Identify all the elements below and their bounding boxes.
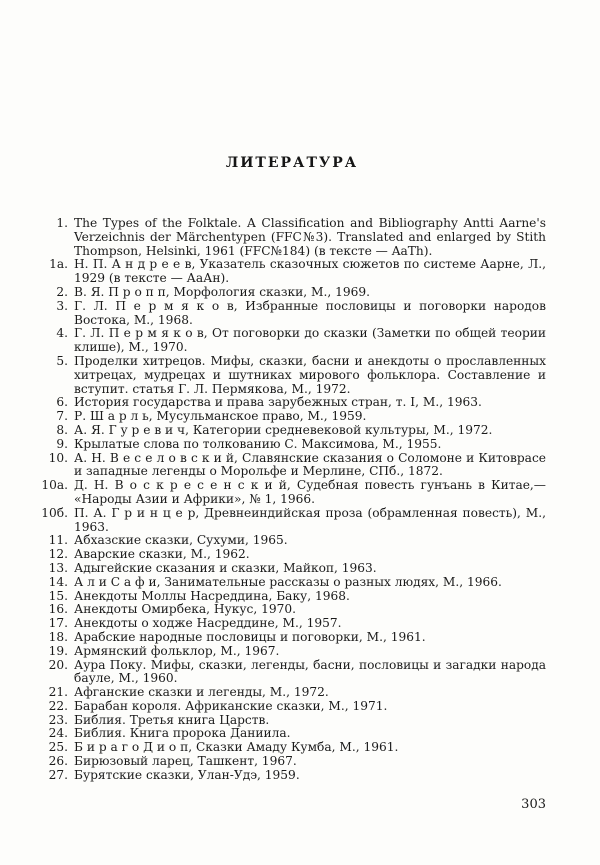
entry-number: 10б. xyxy=(41,505,68,520)
entry-number: 1. xyxy=(56,216,68,230)
entry-number: 16. xyxy=(48,602,68,617)
entry-text: Бирюзовый ларец, Ташкент, 1967. xyxy=(74,754,297,769)
entry-text: История государства и права зарубежных стран, т. I, М., 1963. xyxy=(74,395,482,410)
bibliography-list xyxy=(38,217,546,783)
bibliography-entry xyxy=(38,686,546,700)
bibliography-entry xyxy=(38,217,546,258)
entry-number: 24. xyxy=(48,726,68,741)
bibliography-entry xyxy=(38,562,546,576)
bibliography-entry xyxy=(38,300,546,328)
bibliography-entry xyxy=(38,645,546,659)
bibliography-entry xyxy=(38,548,546,562)
entry-number: 7. xyxy=(56,409,68,424)
entry-number: 6. xyxy=(56,395,68,410)
entry-number: 20. xyxy=(48,657,68,672)
entry-text: Крылатые слова по толкованию С. Максимова, М., 1955. xyxy=(74,436,442,451)
entry-number: 17. xyxy=(48,616,68,631)
entry-text: А. Н. В е с е л о в с к и й, Славянские сказания о Соломоне и Китоврасе и западные легенды о Морольфе и Мерлине, СПб., 1872. xyxy=(74,450,546,479)
entry-number: 19. xyxy=(48,643,68,658)
entry-text: А л и С а ф и, Занимательные рассказы о разных людях, М., 1966. xyxy=(74,574,502,589)
bibliography-entry xyxy=(38,755,546,769)
entry-text: Библия. Третья книга Царств. xyxy=(74,712,270,727)
entry-number: 5. xyxy=(56,353,68,368)
bibliography-entry xyxy=(38,479,546,507)
bibliography-entry xyxy=(38,769,546,783)
entry-number: 9. xyxy=(56,436,68,451)
entry-text: Анекдоты Омирбека, Нукус, 1970. xyxy=(74,602,296,617)
entry-number: 10. xyxy=(48,450,68,465)
entry-text: Анекдоты о ходже Насреддине, М., 1957. xyxy=(74,616,342,631)
entry-number: 23. xyxy=(48,712,68,727)
entry-number: 4. xyxy=(56,326,68,341)
entry-text: Аура Поку. Мифы, сказки, легенды, басни, пословицы и загадки народа бауле, М., 1960. xyxy=(74,657,546,686)
bibliography-entry xyxy=(38,617,546,631)
entry-number: 2. xyxy=(56,284,68,299)
page-title: ЛИТЕРАТУРА xyxy=(225,155,359,171)
entry-text: Библия. Книга пророка Даниила. xyxy=(74,726,291,741)
entry-number: 11. xyxy=(48,533,68,548)
entry-text: Б и р а г о Д и о п, Сказки Амаду Кумба, М., 1961. xyxy=(74,740,399,755)
entry-number: 15. xyxy=(48,588,68,603)
entry-number: 22. xyxy=(48,698,68,713)
bibliography-entry xyxy=(38,603,546,617)
entry-text: Арабские народные пословицы и поговорки, М., 1961. xyxy=(74,629,426,644)
bibliography-entry xyxy=(38,258,546,286)
entry-number: 21. xyxy=(48,685,68,700)
entry-number: 18. xyxy=(48,629,68,644)
entry-text: Г. Л. П е р м я к о в, От поговорки до сказки (Заметки по общей теории клише), М., 1970. xyxy=(74,326,546,355)
entry-text: Армянский фольклор, М., 1967. xyxy=(74,643,280,658)
entry-number: 14. xyxy=(48,574,68,589)
bibliography-entry xyxy=(38,700,546,714)
entry-number: 27. xyxy=(48,767,68,782)
entry-text: Д. Н. В о с к р е с е н с к и й, Судебная повесть гунъань в Китае,— «Народы Азии и Африки», № 1, 1966. xyxy=(74,478,546,506)
entry-number: 26. xyxy=(48,754,68,769)
entry-text: Г. Л. П е р м я к о в, Избранные пословицы и поговорки народов Востока, М., 1968. xyxy=(74,298,546,327)
bibliography-entry xyxy=(38,741,546,755)
entry-text: Адыгейские сказания и сказки, Майкоп, 1963. xyxy=(74,560,377,575)
bibliography-entry xyxy=(38,396,546,410)
bibliography-entry xyxy=(38,576,546,590)
bibliography-entry xyxy=(38,727,546,741)
bibliography-entry xyxy=(38,631,546,645)
entry-number: 8. xyxy=(56,422,68,437)
entry-number: 3. xyxy=(56,298,68,313)
bibliography-entry xyxy=(38,590,546,604)
bibliography-entry xyxy=(38,534,546,548)
bibliography-entry xyxy=(38,327,546,355)
entry-text: Н. П. А н д р е е в, Указатель сказочных сюжетов по системе Аарне, Л., 1929 (в тексте — АаАн). xyxy=(74,257,546,286)
bibliography-entry xyxy=(38,659,546,687)
entry-number: 1а. xyxy=(49,257,68,272)
entry-text: В. Я. П р о п п, Морфология сказки, М., 1969. xyxy=(74,284,371,299)
entry-text: The Types of the Folktale. A Classification and Bibliography Antti Aarne's Verzeichnis der Märchentypen (FFC№3). Translated and enlarged by Stith Thompson, Helsinki, 1961 (FFC№184) (в тексте — AaTh). xyxy=(74,216,546,258)
entry-text: Афганские сказки и легенды, М., 1972. xyxy=(74,685,329,700)
entry-text: Аварские сказки, М., 1962. xyxy=(74,547,250,562)
entry-text: Бурятские сказки, Улан-Удэ, 1959. xyxy=(74,767,300,782)
bibliography-entry xyxy=(38,452,546,480)
entry-text: П. А. Г р и н ц е р, Древнеиндийская проза (обрамленная повесть), М., 1963. xyxy=(74,505,546,534)
bibliography-entry xyxy=(38,355,546,396)
bibliography-entry xyxy=(38,438,546,452)
entry-text: Абхазские сказки, Сухуми, 1965. xyxy=(74,533,288,548)
entry-text: Проделки хитрецов. Мифы, сказки, басни и анекдоты о прославленных хитрецах, мудрецах и шутниках мирового фольклора. Составление и вступит. статья Г. Л. Пермякова, М., 1972. xyxy=(74,353,546,396)
bibliography-entry xyxy=(38,286,546,300)
bibliography-entry xyxy=(38,410,546,424)
entry-text: Анекдоты Моллы Насреддина, Баку, 1968. xyxy=(74,588,350,603)
entry-text: Барабан короля. Африканские сказки, М., 1971. xyxy=(74,698,388,713)
entry-number: 10а. xyxy=(41,478,68,493)
entry-number: 12. xyxy=(48,547,68,562)
page-number: 303 xyxy=(521,796,546,812)
entry-text: Р. Ш а р л ь, Мусульманское право, М., 1959. xyxy=(74,409,367,424)
bibliography-entry xyxy=(38,424,546,438)
entry-text: А. Я. Г у р е в и ч, Категории средневековой культуры, М., 1972. xyxy=(74,422,493,437)
bibliography-entry xyxy=(38,714,546,728)
bibliography-entry xyxy=(38,507,546,535)
entry-number: 25. xyxy=(48,740,68,755)
entry-number: 13. xyxy=(48,560,68,575)
